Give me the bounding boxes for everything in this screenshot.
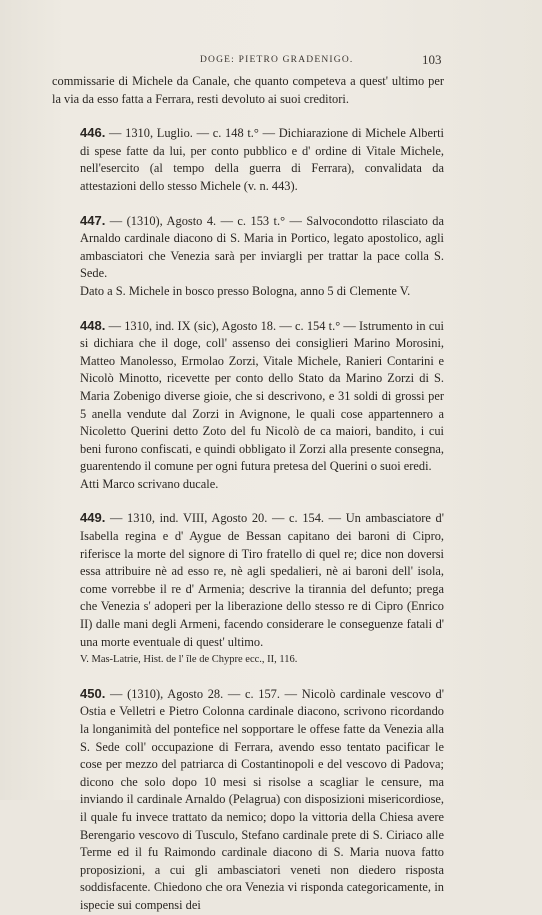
entry-448 bbox=[52, 317, 444, 476]
entry-text: — (1310), Agosto 4. — c. 153 t.° — Salvocondotto rilasciato da Arnaldo cardinale diacono di S. Maria in Portico, legato apostolico, agli ambasciatori che Venezia sarà per inviargli per trattar la pace colla S. Sede. bbox=[80, 213, 444, 281]
entry-number: 450. bbox=[80, 685, 106, 701]
entry-note: Atti Marco scrivano ducale. bbox=[80, 476, 219, 491]
entry-text: — 1310, ind. IX (sic), Agosto 18. — c. 154 t.° — Istrumento in cui si dichiara che il doge, coll' assenso dei consiglieri Marino Morosini, Matteo Manolesso, Ermolao Zorzi, Vitale Michele, Ranieri Contarini e Nicolò Minotto, ricevette per conto dello Stato da Marino Zorzi di S. Maria Zobenigo diverse gioie, che si descrivono, e 31 soldi di grossi per 5 anella vendute dal Zorzi in Avignone, le quali cose appartennero a Nicoletto Querini detto Zoto del fu Nicolò de ca maiori, bandito, i cui beni furono confiscati, e quindi obbligato il Zorzi alla presente consegna, guarentendo il comune per ogni futura pretesa del Querini o suoi eredi. bbox=[80, 318, 444, 474]
page-number: 103 bbox=[422, 52, 442, 67]
entry-449 bbox=[52, 509, 444, 651]
intro-paragraph: commissarie di Michele da Canale, che quanto competeva a quest' ultimo per la via da esso fatta a Ferrara, resti devoluto ai suoi creditori. bbox=[52, 74, 444, 106]
header-title: DOGE: PIETRO GRADENIGO. bbox=[200, 55, 354, 65]
entry-text: — 1310, Luglio. — c. 148 t.° — Dichiarazione di Michele Alberti di spese fatte da lui, per conto pubblico e d' ordine di Vitale Michele, nell'esercito (al tempo della guerra di Ferrara), convalidata da attestazioni dello stesso Michele (v. n. 443). bbox=[80, 126, 444, 193]
entry-446 bbox=[52, 124, 444, 195]
entry-number: 446. bbox=[80, 125, 106, 141]
entry-note: Dato a S. Michele in bosco presso Bologna, anno 5 di Clemente V. bbox=[80, 283, 411, 298]
entry-number: 449. bbox=[80, 510, 106, 526]
entry-number: 448. bbox=[80, 317, 106, 333]
entry-reference: V. Mas-Latrie, Hist. de l' île de Chypre ecc., II, 116. bbox=[80, 654, 298, 666]
entry-text: — (1310), Agosto 28. — c. 157. — Nicolò cardinale vescovo d' Ostia e Velletri e Pietro Colonna cardinale diacono, scrivono ricordando la longanimità del pontefice nel sopportare le offese fatte da Venezia alla S. Sede coll' occupazione di Ferrara, avendo esso tentato pacificar le cose per mezzo del patriarca di Costantinopoli e del vescovo di Padova; dicono che solo dopo 10 mesi si risolse a scagliar le censure, ma inviando il cardinale Arnaldo (Pelagrua) con disposizioni misericordiose, il quale fu invece trattato da nemico; dopo la vittoria della Chiesa avere Berengario vescovo di Tusculo, Stefano cardinale prete di S. Ciriaco alle Terme ed il fu Raimondo cardinale diacono di S. Maria nuova fatto proposizioni, a cui gli ambasciatori veneti non diedero risposta soddisfacente. Chiedono che ora Venezia vi risponda categoricamente, in ispecie sui compensi dei bbox=[80, 686, 444, 912]
entry-447 bbox=[52, 212, 444, 283]
entry-text: — 1310, ind. VIII, Agosto 20. — c. 154. — Un ambasciatore d' Isabella regina e d' Aygue de Bessan capitano dei baroni di Cipro, riferisce la morte del signore di Tiro fratello di quel re; dice non doversi essa attribuire nè ad esso re, nè agli spedalieri, nè ai baroni dell' isola, come vorrebbe il re d' Armenia; descrive la tirannia del defunto; prega che Venezia s' adoperi per la liberazione dello stesso re di Cipro (Enrico II) dalle mani degli Armeni, facendo considerare le conseguenze fatali d' una morte eventuale di quest' ultimo. bbox=[80, 511, 444, 649]
entry-number: 447. bbox=[80, 212, 106, 228]
page-body bbox=[52, 73, 444, 915]
